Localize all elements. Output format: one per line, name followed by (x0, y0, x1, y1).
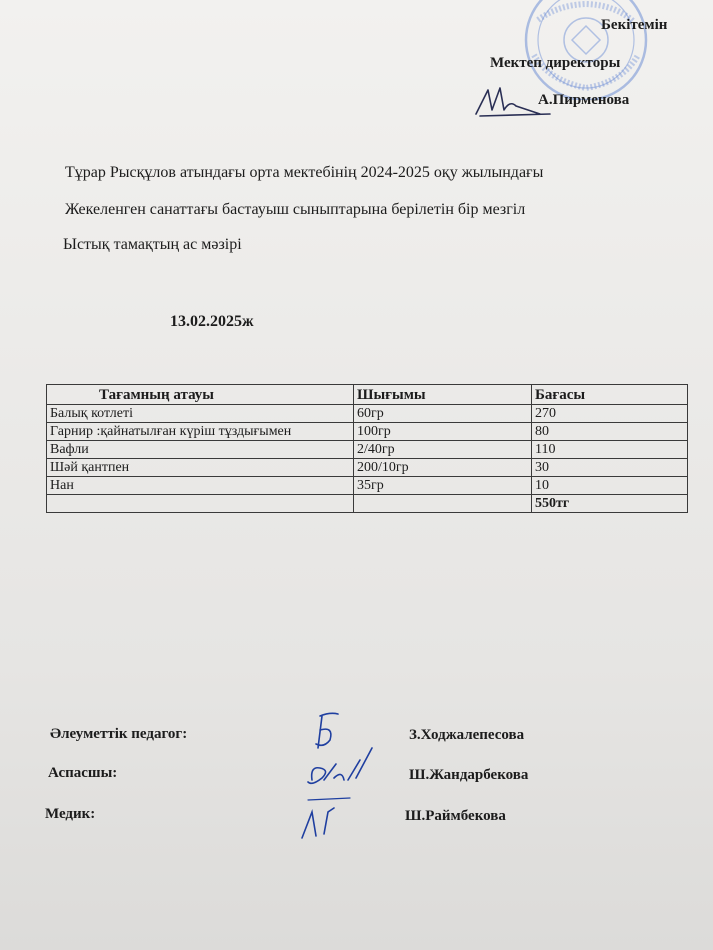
handwritten-signatures (290, 708, 390, 848)
dish-price: 30 (532, 459, 688, 477)
heading-line-1: Тұрар Рысқұлов атындағы орта мектебінің 2024-2025 оқу жылындағы (65, 164, 544, 181)
heading-line-3: Ыстық тамақтың ас мәзірі (63, 236, 242, 253)
dish-name: Вафли (47, 441, 354, 459)
table-row (47, 441, 688, 459)
signature-name-medic: Ш.Раймбекова (405, 808, 506, 824)
signature-name-cook: Ш.Жандарбекова (409, 767, 529, 783)
dish-price: 110 (532, 441, 688, 459)
table-row (47, 477, 688, 495)
total-empty-cell (354, 495, 532, 513)
approval-role: Мектеп директоры (490, 55, 621, 71)
director-name: А.Пирменова (538, 92, 630, 108)
total-price: 550тг (532, 495, 688, 513)
signature-role-social-pedagogue: Әлеуметтік педагог: (50, 726, 188, 742)
total-empty-cell (47, 495, 354, 513)
header-dish-name: Тағамның атауы (47, 385, 354, 405)
approval-title: Бекітемін (601, 17, 668, 33)
dish-price: 270 (532, 405, 688, 423)
dish-name: Нан (47, 477, 354, 495)
signature-role-cook: Аспасшы: (48, 765, 118, 781)
dish-yield: 200/10гр (354, 459, 532, 477)
table-row (47, 405, 688, 423)
menu-date: 13.02.2025ж (170, 313, 254, 330)
dish-name: Балық котлеті (47, 405, 354, 423)
dish-yield: 35гр (354, 477, 532, 495)
table-row (47, 423, 688, 441)
menu-table (46, 384, 688, 513)
header-price: Бағасы (532, 385, 688, 405)
dish-price: 80 (532, 423, 688, 441)
dish-yield: 100гр (354, 423, 532, 441)
table-total-row (47, 495, 688, 513)
signature-name-social-pedagogue: З.Ходжалепесова (409, 727, 525, 743)
header-yield: Шығымы (354, 385, 532, 405)
table-row (47, 459, 688, 477)
signature-role-medic: Медик: (45, 806, 96, 822)
dish-price: 10 (532, 477, 688, 495)
table-header-row (47, 385, 688, 405)
dish-name: Гарнир :қайнатылған күріш тұздығымен (47, 423, 354, 441)
dish-yield: 2/40гр (354, 441, 532, 459)
dish-yield: 60гр (354, 405, 532, 423)
dish-name: Шәй қантпен (47, 459, 354, 477)
heading-line-2: Жекеленген санаттағы бастауыш сыныптарына берілетін бір мезгіл (65, 201, 526, 218)
